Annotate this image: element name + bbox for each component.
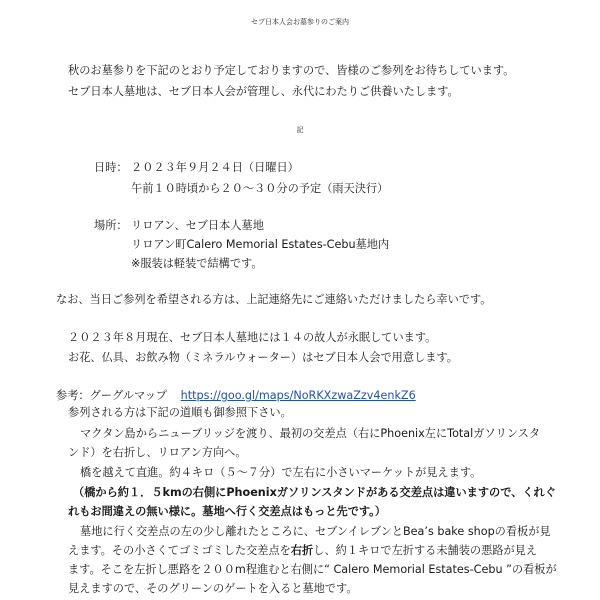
- place-label: 場所：: [94, 219, 128, 232]
- time-value: 午前１０時頃から２０～３０分の予定（雨天決行）: [131, 182, 389, 195]
- ki-heading: 記: [296, 126, 304, 134]
- directions-line-6: [68, 543, 537, 559]
- intro-line-2: セブ日本人墓地は、セブ日本人会が管理し、永代にわたりご供養いたします。: [68, 85, 459, 98]
- directions-line-7: ます。そこを左折し悪路を２００m程進むと右側に“ Calero Memorial Estates-Cebu ”の看板が: [68, 563, 557, 576]
- page-title: セブ日本人会お墓参りのご案内: [251, 18, 349, 26]
- directions-line-5: 墓地に行く交差点の左の少し離れたところに、セブンイレブンとBea’s bake shopの看板が見: [80, 525, 551, 538]
- directions-line-3: ンド）を右折し、リロアン方向へ。: [68, 446, 247, 459]
- directions-line-6-start: えます。その小さくてゴミゴミした交差点を: [68, 544, 291, 557]
- status-line-1: ２０２３年８月現在、セブ日本人墓地には１４の故人が永眠しています。: [68, 331, 437, 344]
- status-line-2: お花、仏具、お飲み物（ミネラルウォーター）はセブ日本人会で用意します。: [68, 351, 458, 364]
- directions-warning-1: （橋から約１．５kmの右側にPhoenixガソリンスタンドがある交差点は違いますので、くれぐ: [73, 486, 556, 499]
- reference: [56, 388, 416, 404]
- directions-line-8: 見えますので、そのグリーンのゲートを入ると墓地です。: [68, 582, 358, 595]
- intro-line-1: 秋のお墓参りを下記のとおり予定しておりますので、皆様のご参列をお待ちしています。: [68, 64, 515, 77]
- google-maps-link[interactable]: https://goo.gl/maps/NoRKXzwaZzv4enkZ6: [180, 389, 416, 402]
- date-label: 日時：: [94, 161, 128, 174]
- directions-line-1: 参列される方は下記の道順も御参照下さい。: [68, 406, 292, 419]
- directions-line-2: マクタン島からニューブリッジを渡り、最初の交差点（右にPhoenix左にTotalガソリンスタ: [80, 427, 541, 440]
- date-value: ２０２３年９月２４日（日曜日）: [131, 161, 299, 174]
- place-line-3: ※服装は軽装で結構です。: [131, 257, 263, 270]
- place-line-2: リロアン町Calero Memorial Estates-Cebu墓地内: [131, 238, 390, 251]
- contact-note: なお、当日ご参列を希望される方は、上記連絡先にご連絡いただけましたら幸いです。: [56, 293, 492, 306]
- directions-line-4: 橋を越えて直進。約４キロ（５～７分）で左右に小さいマーケットが見えます。: [80, 466, 482, 479]
- reference-label: 参考：グーグルマップ: [56, 389, 168, 402]
- directions-line-6-end: し、約１キロで左折する未舗装の悪路が見え: [313, 544, 538, 557]
- directions-warning-2: れもお間違えの無い様に。墓地へ行く交差点はもっと先です。）: [68, 505, 386, 518]
- turn-right-emphasis: 右折: [290, 544, 314, 557]
- place-line-1: リロアン、セブ日本人墓地: [131, 219, 264, 232]
